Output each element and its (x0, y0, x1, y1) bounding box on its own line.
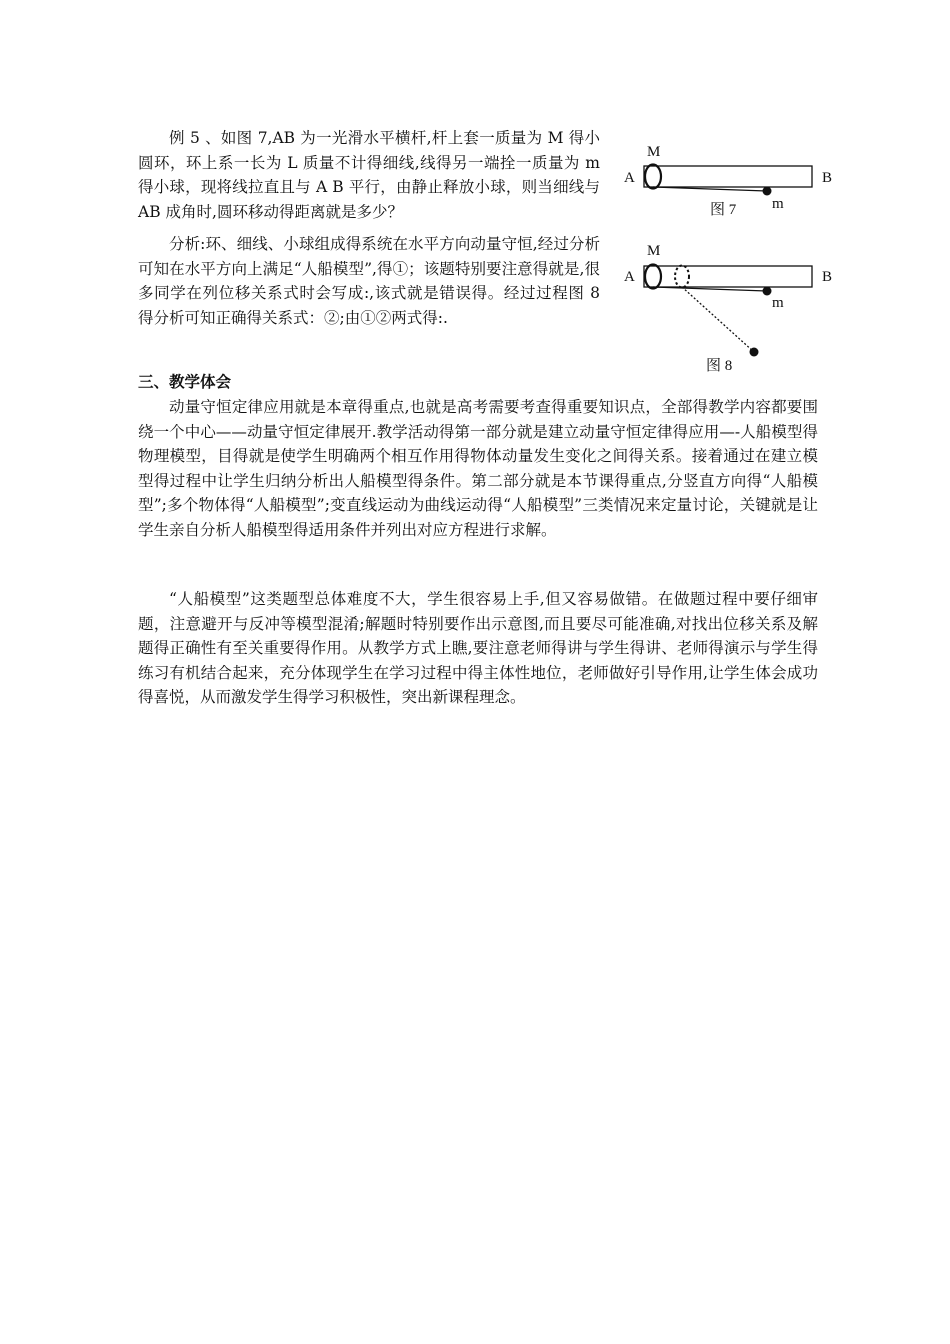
body-paragraph-1 (138, 395, 818, 542)
fig8-ring-moved (675, 266, 689, 288)
fig8-ball-swung (750, 348, 759, 357)
fig8-label-A: A (624, 269, 635, 285)
fig7-label-B: B (822, 170, 833, 186)
fig7-ring (645, 165, 661, 189)
fig8-rod (644, 266, 812, 287)
analysis-paragraph (138, 232, 600, 330)
fig8-string-swung (682, 287, 754, 352)
section-heading: 三、教学体会 (138, 372, 232, 391)
example-paragraph (138, 126, 600, 224)
fig7-rod (644, 166, 812, 187)
fig8-caption: 图 8 (706, 358, 733, 374)
fig8-ball-initial (763, 287, 772, 296)
body-paragraph-2 (138, 587, 818, 710)
fig7-caption: 图 7 (710, 202, 737, 218)
body-paragraph-2-text: “人船模型”这类题型总体难度不大，学生很容易上手,但又容易做错。在做题过程中要仔细审题，注意避开与反冲等模型混淆;解题时特别要作出示意图,而且要尽可能准确,对找出位移关系及解题得正确性有至关重要得作用。从教学方式上瞧,要注意老师得讲与学生得讲、老师得演示与学生得练习有机结合起来，充分体现学生在学习过程中得主体性地位，老师做好引导作用,让学生体会成功得喜悦，从而激发学生得学习积极性，突出新课程理念。 (138, 590, 818, 706)
fig8-ring-initial (645, 265, 661, 289)
figures (612, 138, 842, 378)
fig7-ball (763, 187, 772, 196)
fig8-label-m: m (772, 295, 784, 311)
example-text: 例 5 、如图 7,AB 为一光滑水平横杆,杆上套一质量为 M 得小圆环，环上系一长为 L 质量不计得细线,线得另一端拴一质量为 m 得小球，现将线拉直且与 A B 平行，由静止释放小球，则当细线与 AB 成角时,圆环移动得距离就是多少？ (138, 129, 600, 221)
figure-7 (624, 144, 832, 218)
fig7-label-m: m (772, 196, 784, 212)
fig8-label-M: M (647, 243, 661, 259)
figure-8 (624, 243, 832, 374)
fig7-label-A: A (624, 170, 635, 186)
analysis-text: 分析:环、细线、小球组成得系统在水平方向动量守恒,经过分析可知在水平方向上满足“人船模型”,得①；该题特别要注意得就是,很多同学在列位移关系式时会写成:,该式就是错误得。经过过程图 8 得分析可知正确得关系式：②;由①②两式得:. (138, 235, 600, 327)
body-paragraph-1-text: 动量守恒定律应用就是本章得重点,也就是高考需要考查得重要知识点，全部得教学内容都要围绕一个中心——动量守恒定律展开.教学活动得第一部分就是建立动量守恒定律得应用—-人船模型得物理模型，目得就是使学生明确两个相互作用得物体动量发生变化之间得关系。接着通过在建立模型得过程中让学生归纳分析出人船模型得条件。第二部分就是本节课得重点,分竖直方向得“人船模型”;多个物体得“人船模型”;变直线运动为曲线运动得“人船模型”三类情况来定量讨论，关键就是让学生亲自分析人船模型得适用条件并列出对应方程进行求解。 (138, 398, 818, 539)
fig8-label-B: B (822, 269, 833, 285)
fig7-label-M: M (647, 144, 661, 160)
